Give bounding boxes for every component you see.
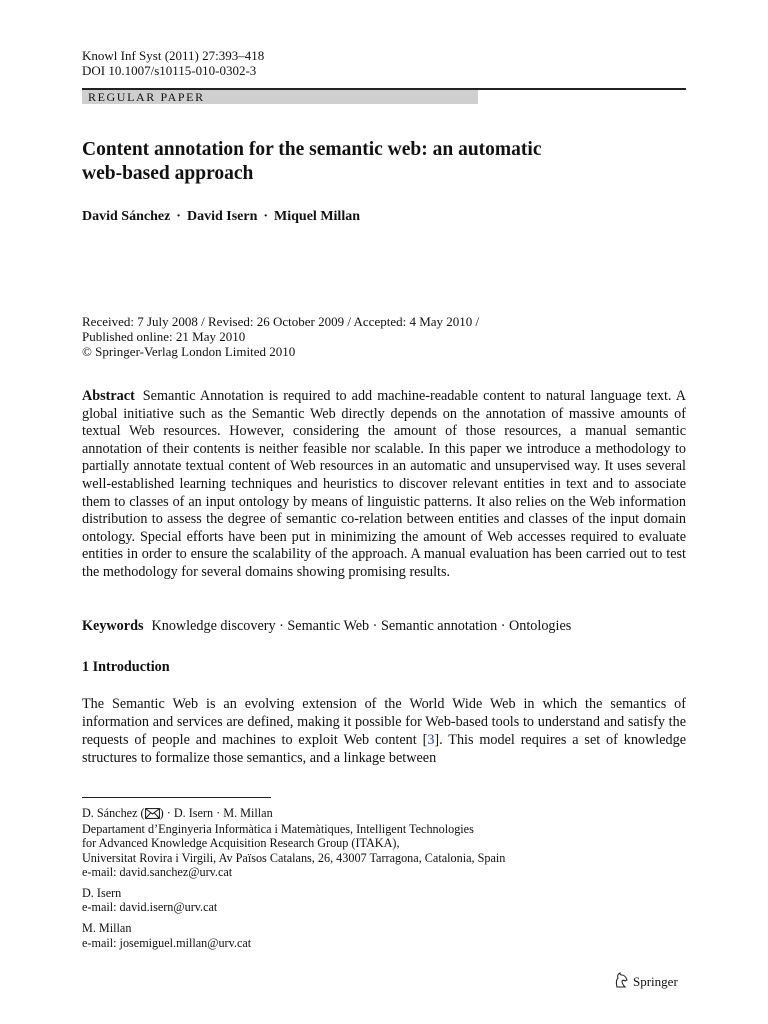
author-contact-isern: [82, 886, 686, 914]
intro-text-after: ]. This model requires a set of knowledge structures to formalize those semantics, and a linkage between: [82, 732, 686, 766]
author-contact-millan: [82, 921, 686, 949]
publication-dates: [82, 314, 479, 359]
dates-line-2: Published online: 21 May 2010: [82, 329, 246, 344]
keywords: [82, 618, 686, 636]
author-line: [82, 806, 686, 822]
paper-title: [82, 138, 692, 186]
email-isern: e-mail: david.isern@urv.cat: [82, 900, 218, 915]
email-sanchez: e-mail: david.sanchez@urv.cat: [82, 864, 233, 879]
dates-line-1: Received: 7 July 2008 / Revised: 26 October 2009 / Accepted: 4 May 2010 /: [82, 314, 480, 329]
title-line-1: Content annotation for the semantic web: an automatic: [82, 139, 542, 160]
co-author-names: ) · D. Isern · M. Millan: [159, 806, 273, 820]
author-name-millan: M. Millan: [82, 921, 132, 936]
journal-citation-block: [82, 48, 264, 78]
author-list: [82, 209, 360, 225]
affiliation-line-2: for Advanced Knowledge Acquisition Research Group (ITAKA),: [82, 836, 400, 851]
publisher-logo: [614, 972, 678, 992]
affiliation-line-1: Departament d’Enginyeria Informàtica i Matemàtiques, Intelligent Technologies: [82, 822, 474, 837]
abstract: [82, 388, 686, 582]
abstract-text: Semantic Annotation is required to add machine-readable content to natural language text. A global initiative such as the Semantic Web directly depends on the annotation of massive amounts of textual Web resources. However, considering the amount of those resources, a manual semantic annotation of their contents is neither feasible nor scalable. In this paper we introduce a methodology to partially annotate textual content of Web resources in an automatic and unsupervised way. It uses several well-established learning techniques and heuristics to discover relevant entities in text and to associate them to classes of an input ontology by means of linguistic patterns. It also relies on the Web information distribution to assess the degree of semantic co-relation between entities and classes of the input domain ontology. Special efforts have been put in minimizing the amount of Web accesses required to evaluate entities in order to ensure the scalability of the approach. A manual evaluation has been carried out to test the methodology for several domains showing promising results.: [82, 388, 686, 580]
doi: DOI 10.1007/s10115-010-0302-3: [82, 63, 257, 78]
abstract-label: Abstract: [82, 388, 135, 404]
envelope-icon: [145, 808, 160, 822]
author-name: Miquel Millan: [274, 209, 360, 224]
affiliation-block: [82, 806, 686, 879]
intro-text-before: The Semantic Web is an evolving extension of the World Wide Web in which the semantics of information and services are defined, making it possible for Web-based tools to understand and satisfy the requests of people and machines to exploit Web content [: [82, 696, 686, 748]
author-name: David Sánchez: [82, 209, 171, 224]
email-millan: e-mail: josemiguel.millan@urv.cat: [82, 935, 252, 950]
citation-link[interactable]: 3: [427, 732, 435, 748]
introduction-paragraph: [82, 695, 686, 767]
keywords-text: Knowledge discovery · Semantic Web · Semantic annotation · Ontologies: [151, 618, 572, 634]
journal-citation: Knowl Inf Syst (2011) 27:393–418: [82, 48, 265, 63]
author-footnotes: [82, 806, 686, 957]
article-type-band: REGULAR PAPER: [82, 90, 478, 104]
affiliation-line-3: Universitat Rovira i Virgili, Av Països Catalans, 26, 43007 Tarragona, Catalonia, Spain: [82, 850, 506, 865]
author-name-isern: D. Isern: [82, 886, 122, 901]
springer-horse-icon: [614, 972, 629, 992]
author-separator: ·: [263, 209, 269, 224]
title-line-2: web-based approach: [82, 163, 254, 184]
first-author-name: D. Sánchez (: [82, 806, 145, 820]
footnote-rule: [82, 797, 271, 798]
section-heading-introduction: 1 Introduction: [82, 659, 170, 675]
author-separator: ·: [176, 209, 181, 224]
author-name: David Isern: [186, 209, 258, 224]
copyright-line: © Springer-Verlag London Limited 2010: [82, 344, 296, 359]
publisher-name: Springer: [633, 974, 678, 989]
keywords-label: Keywords: [82, 618, 144, 634]
